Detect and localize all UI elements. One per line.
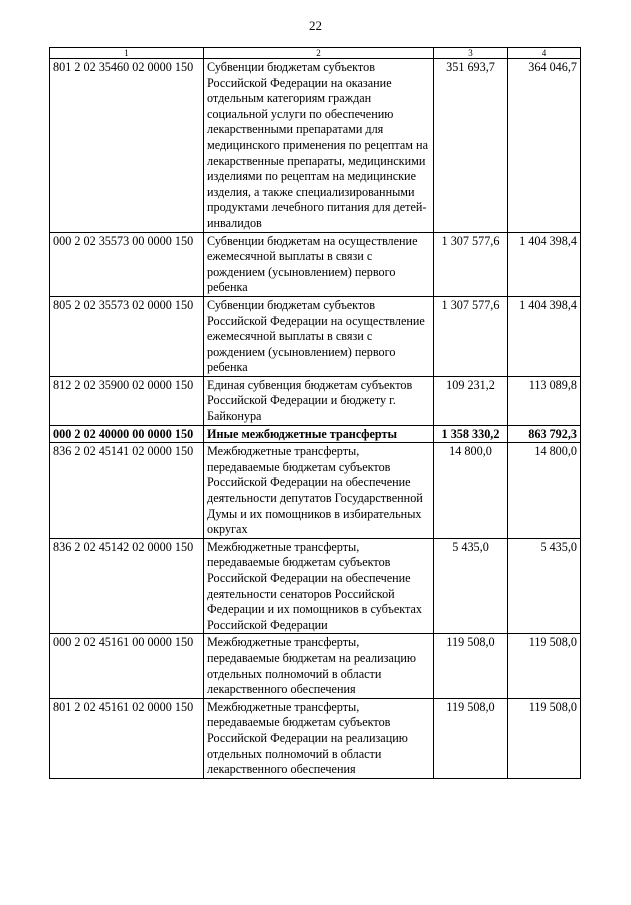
value-2025-cell: 1 307 577,6 bbox=[434, 296, 508, 376]
name-cell: Межбюджетные трансферты, передаваемые бюджетам на реализацию отдельных полномочий в области лекарственного обеспечения bbox=[204, 634, 434, 698]
name-cell: Межбюджетные трансферты, передаваемые бюджетам субъектов Российской Федерации на реализацию отдельных полномочий в области лекарственного обеспечения bbox=[204, 698, 434, 778]
table-row bbox=[50, 425, 581, 443]
table-row bbox=[50, 538, 581, 634]
code-cell: 836 2 02 45141 02 0000 150 bbox=[50, 443, 204, 539]
value-2025-cell: 1 358 330,2 bbox=[434, 425, 508, 443]
value-2025-cell: 119 508,0 bbox=[434, 698, 508, 778]
table-header-row bbox=[50, 48, 581, 59]
table-row bbox=[50, 296, 581, 376]
value-2025-cell: 109 231,2 bbox=[434, 376, 508, 425]
code-cell: 812 2 02 35900 02 0000 150 bbox=[50, 376, 204, 425]
value-2026-cell: 113 089,8 bbox=[508, 376, 581, 425]
table-row bbox=[50, 59, 581, 233]
table-row bbox=[50, 443, 581, 539]
value-2026-cell: 1 404 398,4 bbox=[508, 296, 581, 376]
column-header-4: 4 bbox=[508, 48, 581, 59]
name-cell: Субвенции бюджетам субъектов Российской Федерации на оказание отдельным категориям граждан социальной услуги по обеспечению лекарственными препаратами для медицинского применения по рецептам на лекарственные препараты, медицинскими изделиями по рецептам на медицинские изделия, а также специализированными продуктами лечебного питания для детей-инвалидов bbox=[204, 59, 434, 233]
name-cell: Единая субвенция бюджетам субъектов Российской Федерации и бюджету г. Байконура bbox=[204, 376, 434, 425]
value-2026-cell: 119 508,0 bbox=[508, 634, 581, 698]
value-2026-cell: 863 792,3 bbox=[508, 425, 581, 443]
table-row bbox=[50, 698, 581, 778]
value-2026-cell: 119 508,0 bbox=[508, 698, 581, 778]
column-header-1: 1 bbox=[50, 48, 204, 59]
name-cell: Субвенции бюджетам субъектов Российской Федерации на осуществление ежемесячной выплаты в связи с рождением (усыновлением) первого ребенка bbox=[204, 296, 434, 376]
page-number: 22 bbox=[309, 18, 322, 33]
code-cell: 801 2 02 35460 02 0000 150 bbox=[50, 59, 204, 233]
value-2025-cell: 14 800,0 bbox=[434, 443, 508, 539]
code-cell: 801 2 02 45161 02 0000 150 bbox=[50, 698, 204, 778]
column-header-3: 3 bbox=[434, 48, 508, 59]
value-2025-cell: 351 693,7 bbox=[434, 59, 508, 233]
budget-table bbox=[49, 47, 581, 779]
table-row bbox=[50, 634, 581, 698]
code-cell: 836 2 02 45142 02 0000 150 bbox=[50, 538, 204, 634]
table-row bbox=[50, 376, 581, 425]
name-cell: Иные межбюджетные трансферты bbox=[204, 425, 434, 443]
value-2025-cell: 1 307 577,6 bbox=[434, 232, 508, 296]
column-header-2: 2 bbox=[204, 48, 434, 59]
name-cell: Межбюджетные трансферты, передаваемые бюджетам субъектов Российской Федерации на обеспечение деятельности сенаторов Российской Федерации и их помощников в субъектах Российской Федерации bbox=[204, 538, 434, 634]
value-2026-cell: 364 046,7 bbox=[508, 59, 581, 233]
name-cell: Межбюджетные трансферты, передаваемые бюджетам субъектов Российской Федерации на обеспечение деятельности депутатов Государственной Думы и их помощников в избирательных округах bbox=[204, 443, 434, 539]
value-2025-cell: 119 508,0 bbox=[434, 634, 508, 698]
value-2025-cell: 5 435,0 bbox=[434, 538, 508, 634]
code-cell: 000 2 02 45161 00 0000 150 bbox=[50, 634, 204, 698]
value-2026-cell: 14 800,0 bbox=[508, 443, 581, 539]
code-cell: 805 2 02 35573 02 0000 150 bbox=[50, 296, 204, 376]
name-cell: Субвенции бюджетам на осуществление ежемесячной выплаты в связи с рождением (усыновлением) первого ребенка bbox=[204, 232, 434, 296]
value-2026-cell: 5 435,0 bbox=[508, 538, 581, 634]
code-cell: 000 2 02 35573 00 0000 150 bbox=[50, 232, 204, 296]
value-2026-cell: 1 404 398,4 bbox=[508, 232, 581, 296]
code-cell: 000 2 02 40000 00 0000 150 bbox=[50, 425, 204, 443]
table-row bbox=[50, 232, 581, 296]
